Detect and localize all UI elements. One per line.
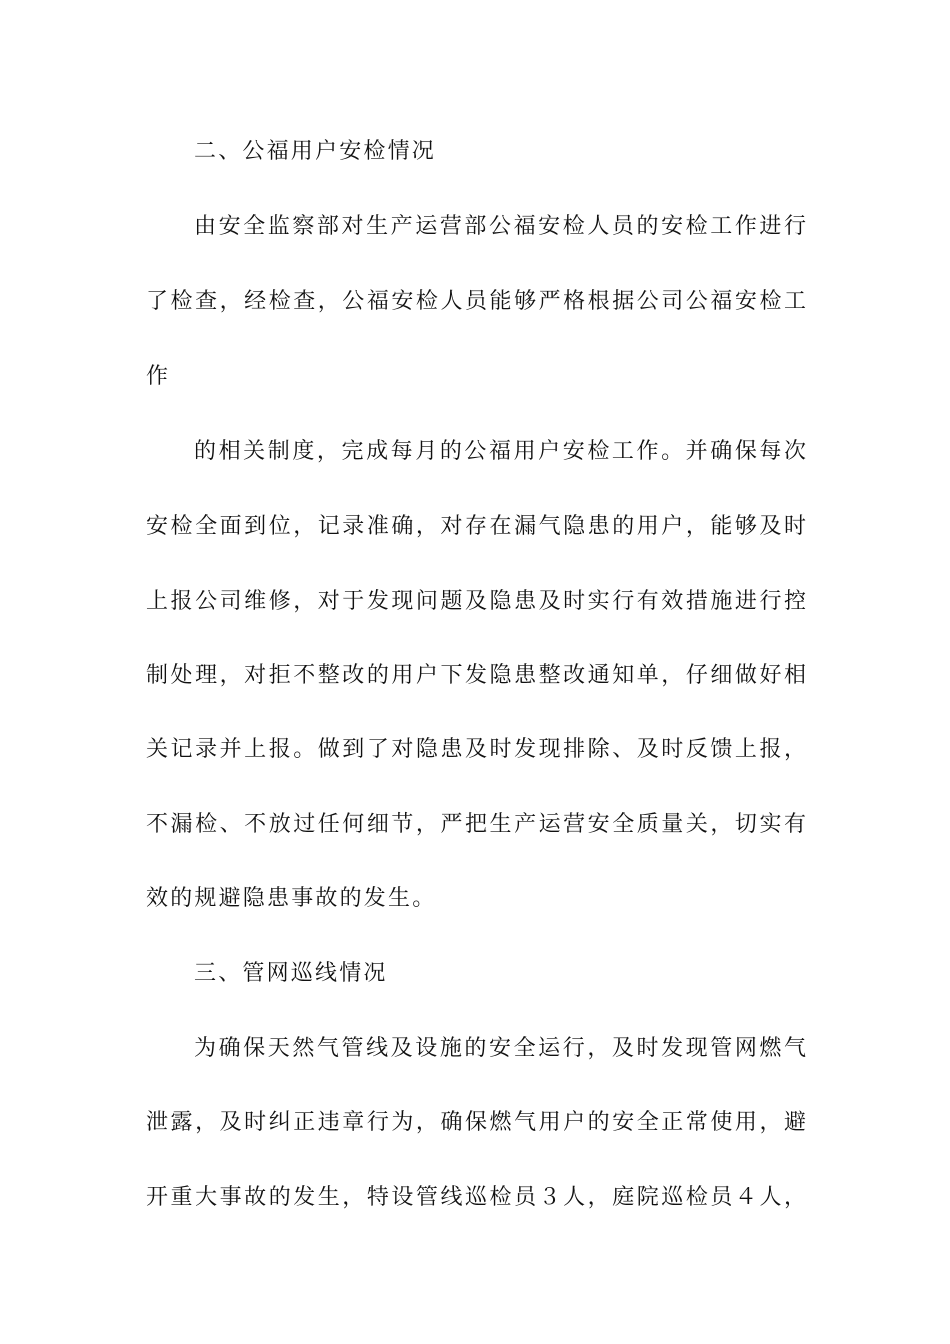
paragraph-line: 为确保天然气管线及设施的安全运行，及时发现管网燃气 bbox=[194, 1036, 806, 1061]
paragraph-line: 安检全面到位，记录准确，对存在漏气隐患的用户，能够及时 bbox=[146, 514, 806, 539]
paragraph-line: 不漏检、不放过任何细节，严把生产运营安全质量关，切实有 bbox=[146, 812, 806, 837]
paragraph-line: 开重大事故的发生，特设管线巡检员３人，庭院巡检员４人， bbox=[146, 1185, 806, 1210]
paragraph-line: 了检查，经检查，公福安检人员能够严格根据公司公福安检工 bbox=[146, 289, 806, 314]
paragraph-line: 效的规避隐患事故的发生。 bbox=[146, 886, 437, 911]
paragraph-line: 制处理，对拒不整改的用户下发隐患整改通知单，仔细做好相 bbox=[146, 663, 806, 688]
paragraph-line: 关记录并上报。做到了对隐患及时发现排除、及时反馈上报， bbox=[146, 737, 806, 762]
paragraph-line: 的相关制度，完成每月的公福用户安检工作。并确保每次 bbox=[194, 439, 806, 464]
paragraph-line: 作 bbox=[146, 364, 171, 389]
paragraph-line: 上报公司维修，对于发现问题及隐患及时实行有效措施进行控 bbox=[146, 589, 806, 614]
section-heading-2: 二、公福用户安检情况 bbox=[194, 139, 437, 164]
section-heading-3: 三、管网巡线情况 bbox=[194, 961, 388, 986]
paragraph-line: 由安全监察部对生产运营部公福安检人员的安检工作进行 bbox=[194, 214, 806, 239]
paragraph-line: 泄露，及时纠正违章行为，确保燃气用户的安全正常使用，避 bbox=[146, 1110, 806, 1135]
